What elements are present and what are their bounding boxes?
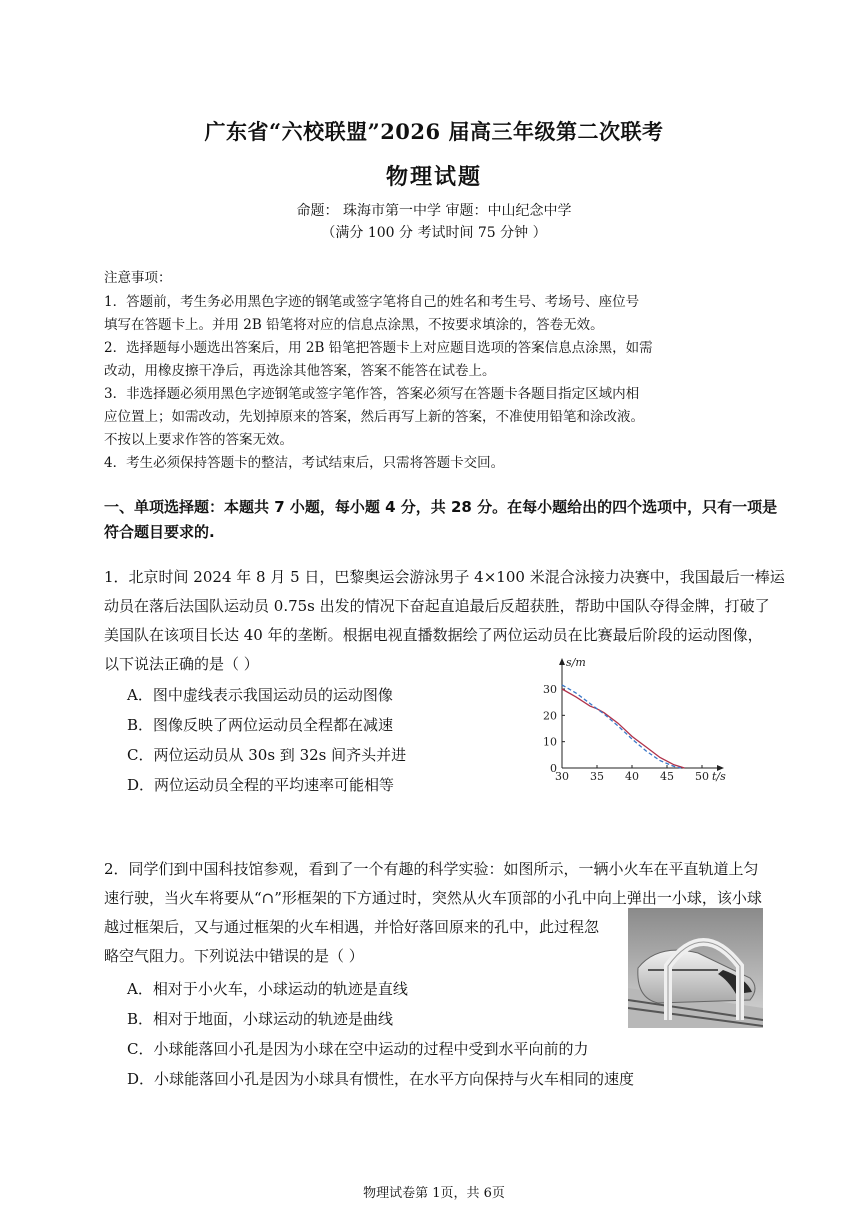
y-tick-label: 10 [543,735,557,749]
y-axis-label: s/m [566,656,586,669]
notice-line: 4．考生必须保持答题卡的整洁，考试结束后，只需将答题卡交回。 [104,455,505,471]
train-arch-photo [628,908,763,1028]
question-1-option-d: D．两位运动员全程的平均速率可能相等 [127,776,395,794]
chart-labels [543,656,726,782]
x-tick-label: 40 [625,770,639,782]
subject-title: 物理试题 [385,164,482,190]
score-time-line: （满分 100 分 考试时间 75 分钟 ） [321,225,547,241]
question-2-text: 越过框架后，又与通过框架的火车相遇，并恰好落回原来的孔中，此过程忽 [104,918,600,936]
question-1-text: 1．北京时间 2024 年 8 月 5 日，巴黎奥运会游泳男子 4×100 米混合泳接力决赛中，我国最后一棒运 [104,568,785,586]
question-2-option-a: A．相对于小火车，小球运动的轨迹是直线 [127,980,408,998]
x-tick-label: 30 [555,770,569,782]
authors-line: 命题： 珠海市第一中学 审题：中山纪念中学 [296,203,572,219]
question-2-option-b: B．相对于地面，小球运动的轨迹是曲线 [127,1010,394,1028]
question-1-text: 美国队在该项目长达 40 年的垄断。根据电视直播数据绘了两位运动员在比赛最后阶段的运动图像， [104,626,763,644]
section-heading: 一、单项选择题：本题共 7 小题，每小题 4 分，共 28 分。在每小题给出的四个选项中，只有一项是 [104,498,778,516]
notice-line: 改动，用橡皮擦干净后，再选涂其他答案，答案不能答在试卷上。 [104,363,496,379]
question-2-option-d: D．小球能落回小孔是因为小球具有惯性，在水平方向保持与火车相同的速度 [127,1070,635,1088]
x-tick-label: 50 [695,770,709,782]
chart-axes [559,658,724,771]
chart-series [562,685,685,768]
position-time-chart [526,652,730,782]
notice-line: 1．答题前，考生务必用黑色字迹的钢笔或签字笔将自己的姓名和考生号、考场号、座位号 [104,294,640,310]
page-footer: 物理试卷第 1页，共 6页 [363,1186,505,1201]
notice-line: 3．非选择题必须用黑色字迹钢笔或签字笔作答，答案必须写在答题卡各题目指定区域内相 [104,386,640,402]
x-tick-label: 35 [590,770,604,782]
y-axis-arrow [559,658,565,665]
question-2-text: 略空气阻力。下列说法中错误的是（ ） [104,947,364,965]
section-heading: 符合题目要求的. [104,523,215,541]
y-tick-label: 20 [543,709,557,723]
x-tick-label: 45 [660,770,674,782]
notice-line: 不按以上要求作答的答案无效。 [104,432,293,448]
notice-line: 应位置上；如需改动，先划掉原来的答案，然后再写上新的答案，不准使用铅笔和涂改液。 [104,409,644,425]
solid-series-line [562,689,685,768]
y-tick-label: 0 [550,762,557,775]
question-1-option-a: A．图中虚线表示我国运动员的运动图像 [127,686,393,704]
question-1-text: 以下说法正确的是（ ） [104,655,259,673]
y-tick-label: 30 [543,683,557,696]
question-1-option-b: B．图像反映了两位运动员全程都在减速 [127,716,394,734]
question-2-text: 速行驶，当火车将要从“∩”形框架的下方通过时，突然从火车顶部的小孔中向上弹出一小球，该小球 [104,889,762,907]
notice-line: 填写在答题卡上。并用 2B 铅笔将对应的信息点涂黑，不按要求填涂的，答卷无效。 [104,317,604,333]
question-2-option-c: C．小球能落回小孔是因为小球在空中运动的过程中受到水平向前的力 [127,1040,589,1058]
question-1-option-c: C．两位运动员从 30s 到 32s 间齐头并进 [127,746,407,764]
notice-heading: 注意事项： [104,270,172,286]
question-1-text: 动员在落后法国队运动员 0.75s 出发的情况下奋起直追最后反超获胜，帮助中国队夺得金牌，打破了 [104,597,770,615]
question-2-text: 2．同学们到中国科技馆参观，看到了一个有趣的科学实验：如图所示，一辆小火车在平直轨道上匀 [104,860,759,878]
notice-line: 2．选择题每小题选出答案后，用 2B 铅笔把答题卡上对应题目选项的答案信息点涂黑，如需 [104,340,653,356]
exam-title: 广东省“六校联盟”2026 届高三年级第二次联考 [204,119,664,144]
x-axis-label: t/s [712,770,726,782]
